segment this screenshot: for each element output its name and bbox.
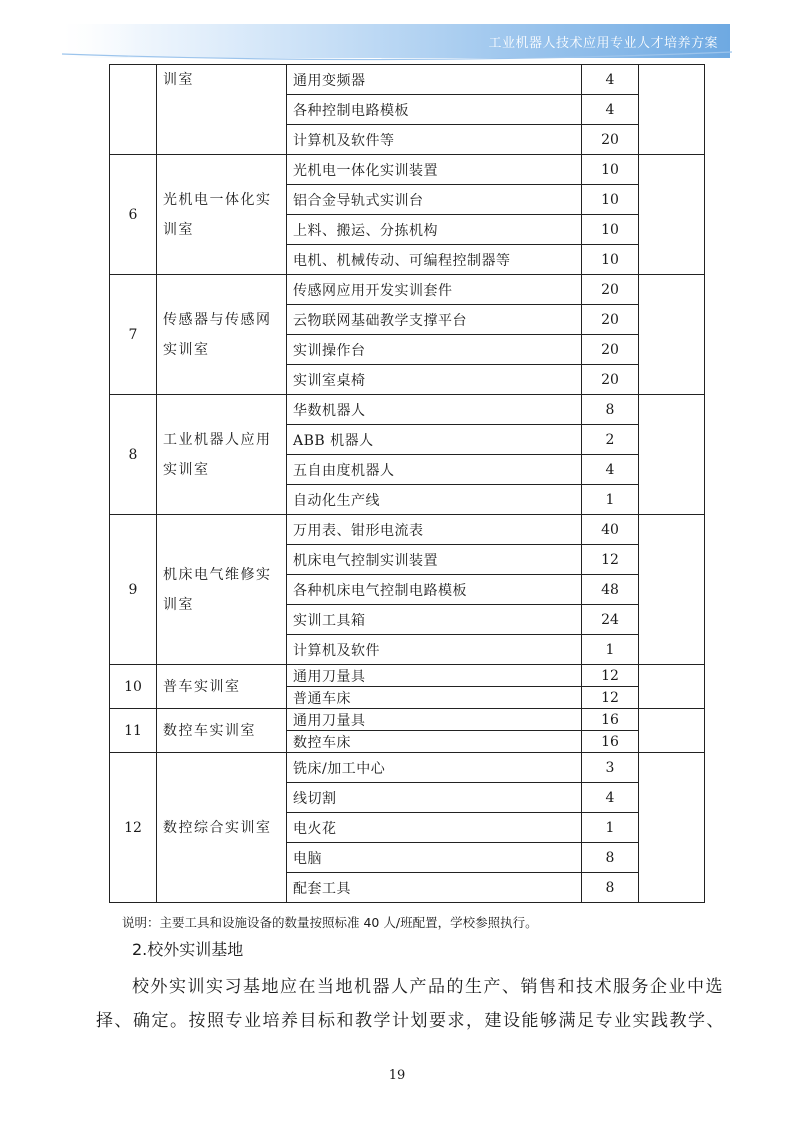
equipment-name: 线切割 xyxy=(287,783,582,813)
equipment-quantity: 8 xyxy=(582,873,639,903)
row-number: 10 xyxy=(110,665,157,709)
equipment-quantity: 4 xyxy=(582,455,639,485)
equipment-name: 上料、搬运、分拣机构 xyxy=(287,215,582,245)
equipment-quantity: 20 xyxy=(582,275,639,305)
equipment-quantity: 12 xyxy=(582,665,639,687)
equipment-name: 华数机器人 xyxy=(287,395,582,425)
header-title: 工业机器人技术应用专业人才培养方案 xyxy=(488,36,718,51)
equipment-quantity: 8 xyxy=(582,395,639,425)
equipment-quantity: 24 xyxy=(582,605,639,635)
equipment-quantity: 1 xyxy=(582,813,639,843)
table-row xyxy=(110,65,705,95)
equipment-name: 自动化生产线 xyxy=(287,485,582,515)
row-number: 9 xyxy=(110,515,157,665)
equipment-name: 各种机床电气控制电路模板 xyxy=(287,575,582,605)
table-row xyxy=(110,515,705,545)
table-row xyxy=(110,709,705,731)
equipment-name: 电机、机械传动、可编程控制器等 xyxy=(287,245,582,275)
row-number: 12 xyxy=(110,753,157,903)
equipment-quantity: 10 xyxy=(582,245,639,275)
table-note: 说明：主要工具和设施设备的数量按照标准 40 人/班配置，学校参照执行。 xyxy=(122,915,538,930)
table-row xyxy=(110,275,705,305)
training-room-name: 数控车实训室 xyxy=(157,709,287,753)
equipment-quantity: 16 xyxy=(582,709,639,731)
equipment-quantity: 20 xyxy=(582,125,639,155)
equipment-quantity: 20 xyxy=(582,335,639,365)
equipment-name: 实训工具箱 xyxy=(287,605,582,635)
equipment-name: 数控车床 xyxy=(287,731,582,753)
equipment-quantity: 20 xyxy=(582,305,639,335)
equipment-table xyxy=(109,64,705,903)
equipment-table-body xyxy=(110,65,705,903)
equipment-name: 云物联网基础教学支撑平台 xyxy=(287,305,582,335)
equipment-name: 通用刀量具 xyxy=(287,665,582,687)
equipment-name: 五自由度机器人 xyxy=(287,455,582,485)
equipment-name: ABB 机器人 xyxy=(287,425,582,455)
equipment-name: 铣床/加工中心 xyxy=(287,753,582,783)
equipment-quantity: 1 xyxy=(582,635,639,665)
table-row xyxy=(110,665,705,687)
remark-cell xyxy=(639,753,705,903)
equipment-name: 普通车床 xyxy=(287,687,582,709)
header-decoration xyxy=(62,50,732,64)
equipment-name: 通用变频器 xyxy=(287,65,582,95)
remark-cell xyxy=(639,709,705,753)
equipment-quantity: 4 xyxy=(582,65,639,95)
equipment-quantity: 8 xyxy=(582,843,639,873)
equipment-quantity: 16 xyxy=(582,731,639,753)
equipment-quantity: 3 xyxy=(582,753,639,783)
equipment-quantity: 1 xyxy=(582,485,639,515)
equipment-name: 各种控制电路模板 xyxy=(287,95,582,125)
equipment-quantity: 4 xyxy=(582,783,639,813)
equipment-name: 机床电气控制实训装置 xyxy=(287,545,582,575)
training-room-name: 普车实训室 xyxy=(157,665,287,709)
remark-cell xyxy=(639,395,705,515)
remark-cell xyxy=(639,275,705,395)
equipment-quantity: 12 xyxy=(582,687,639,709)
row-number: 8 xyxy=(110,395,157,515)
row-number: 7 xyxy=(110,275,157,395)
equipment-name: 电脑 xyxy=(287,843,582,873)
table-row xyxy=(110,155,705,185)
equipment-quantity: 40 xyxy=(582,515,639,545)
equipment-quantity: 4 xyxy=(582,95,639,125)
training-room-name: 工业机器人应用实训室 xyxy=(157,395,287,515)
equipment-name: 实训操作台 xyxy=(287,335,582,365)
equipment-name: 实训室桌椅 xyxy=(287,365,582,395)
training-room-name: 传感器与传感网实训室 xyxy=(157,275,287,395)
body-paragraph-text: 校外实训实习基地应在当地机器人产品的生产、销售和技术服务企业中选择、确定。按照专业培养目标和教学计划要求，建设能够满足专业实践教学、 xyxy=(96,977,725,1031)
table-row xyxy=(110,753,705,783)
equipment-quantity: 10 xyxy=(582,185,639,215)
body-paragraph xyxy=(96,970,736,1038)
page-number: 19 xyxy=(388,1068,406,1083)
remark-cell xyxy=(639,155,705,275)
equipment-name: 传感网应用开发实训套件 xyxy=(287,275,582,305)
equipment-name: 计算机及软件 xyxy=(287,635,582,665)
remark-cell xyxy=(639,65,705,155)
equipment-name: 光机电一体化实训装置 xyxy=(287,155,582,185)
training-room-name: 光机电一体化实训室 xyxy=(157,155,287,275)
row-number xyxy=(110,65,157,155)
equipment-quantity: 10 xyxy=(582,215,639,245)
equipment-quantity: 2 xyxy=(582,425,639,455)
equipment-name: 计算机及软件等 xyxy=(287,125,582,155)
equipment-name: 万用表、钳形电流表 xyxy=(287,515,582,545)
training-room-name: 训室 xyxy=(157,65,287,155)
equipment-name: 铝合金导轨式实训台 xyxy=(287,185,582,215)
equipment-name: 电火花 xyxy=(287,813,582,843)
table-row xyxy=(110,395,705,425)
equipment-quantity: 10 xyxy=(582,155,639,185)
equipment-quantity: 48 xyxy=(582,575,639,605)
training-room-name: 数控综合实训室 xyxy=(157,753,287,903)
equipment-name: 通用刀量具 xyxy=(287,709,582,731)
row-number: 11 xyxy=(110,709,157,753)
equipment-quantity: 20 xyxy=(582,365,639,395)
equipment-quantity: 12 xyxy=(582,545,639,575)
remark-cell xyxy=(639,665,705,709)
equipment-name: 配套工具 xyxy=(287,873,582,903)
remark-cell xyxy=(639,515,705,665)
training-room-name: 机床电气维修实训室 xyxy=(157,515,287,665)
row-number: 6 xyxy=(110,155,157,275)
section-heading: 2.校外实训基地 xyxy=(132,940,244,959)
